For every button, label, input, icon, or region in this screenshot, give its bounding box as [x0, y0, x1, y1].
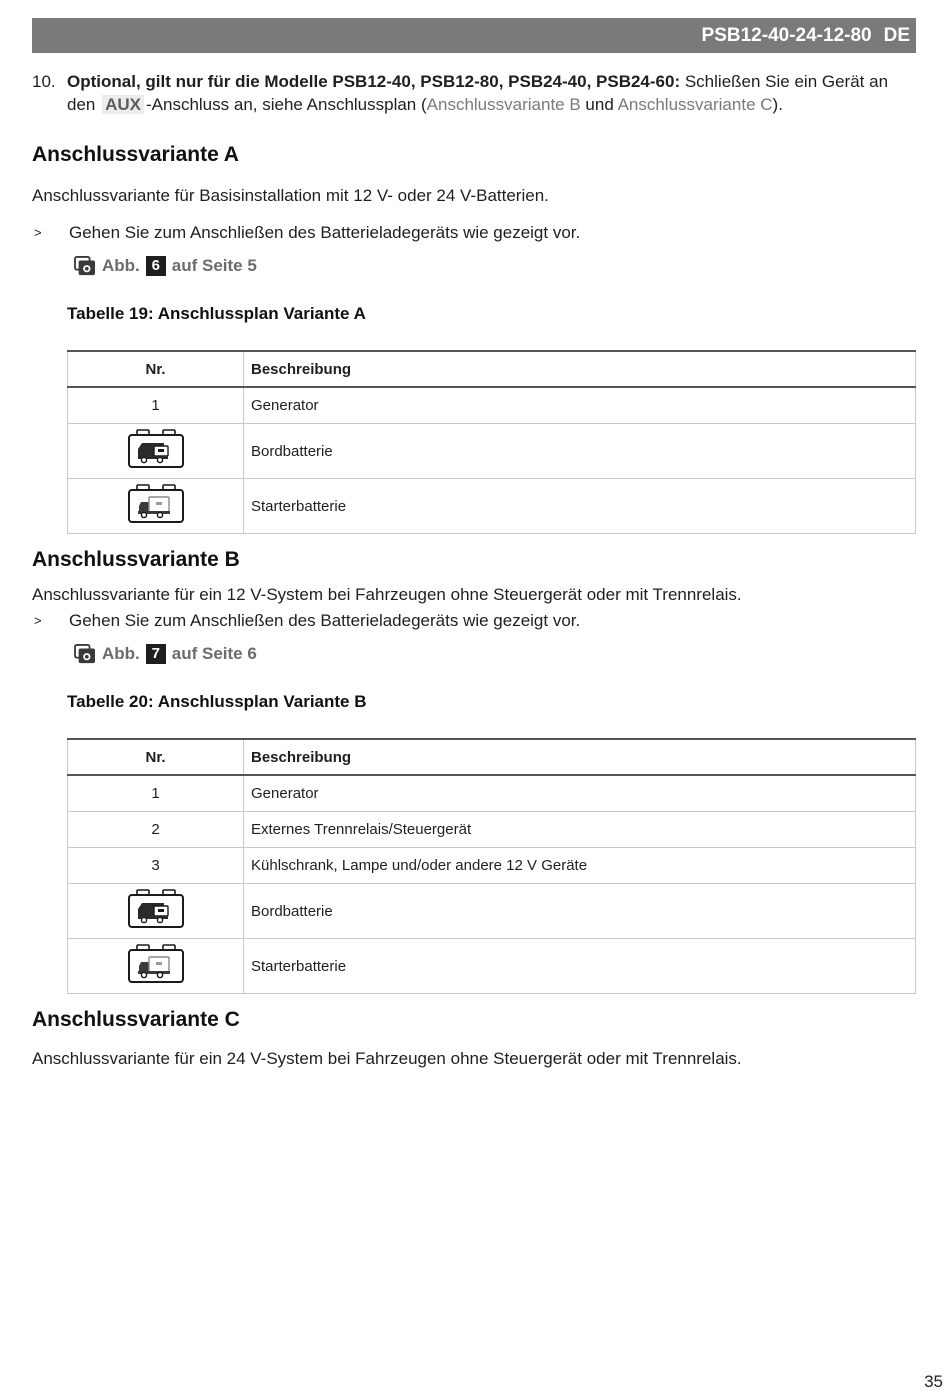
- language-code: DE: [883, 24, 910, 46]
- step-bold: Optional, gilt nur für die Modelle PSB12-40, PSB12-80, PSB24-40, PSB24-60:: [67, 72, 681, 91]
- row-nr: 1: [68, 387, 244, 424]
- column-header-nr: Nr.: [68, 351, 244, 387]
- bordbatterie-icon: [127, 429, 185, 469]
- aux-label: AUX: [102, 95, 144, 114]
- variant-c-description: Anschlussvariante für ein 24 V-System bei Fahrzeugen ohne Steuergerät oder mit Trennrelais.: [32, 1049, 742, 1068]
- figure-number: 6: [146, 256, 166, 276]
- row-desc: Bordbatterie: [244, 884, 916, 939]
- figure-ref-6[interactable]: [74, 254, 916, 278]
- page-content: [32, 70, 916, 1070]
- table-row: [68, 387, 916, 424]
- table-19: [67, 350, 916, 534]
- bullet-marker: >: [34, 225, 42, 240]
- instruction-text: Gehen Sie zum Anschließen des Batterieladegeräts wie gezeigt vor.: [69, 611, 581, 630]
- table-20: [67, 738, 916, 994]
- variant-b-description: Anschlussvariante für ein 12 V-System bei Fahrzeugen ohne Steuergerät oder mit Trennrelais.: [32, 585, 742, 604]
- column-header-beschreibung: Beschreibung: [244, 739, 916, 775]
- row-nr: 1: [68, 775, 244, 812]
- row-nr: 3: [68, 848, 244, 884]
- page-header: [32, 18, 916, 53]
- variant-b-instruction: [32, 609, 916, 632]
- figure-abb: Abb.: [102, 644, 140, 663]
- figure-ref-7[interactable]: [74, 642, 916, 666]
- camera-icon: [74, 644, 96, 664]
- bordbatterie-icon: [127, 889, 185, 929]
- model-name: PSB12-40-24-12-80: [701, 24, 872, 46]
- heading-variant-b: Anschlussvariante B: [32, 548, 240, 571]
- figure-page: auf Seite 6: [171, 644, 257, 663]
- table-row: [68, 479, 916, 534]
- table-row: [68, 939, 916, 994]
- row-desc: Externes Trennrelais/Steuergerät: [244, 812, 916, 848]
- row-desc: Bordbatterie: [244, 424, 916, 479]
- figure-abb: Abb.: [102, 256, 140, 275]
- step-text-2: -Anschluss an, siehe Anschlussplan (: [146, 95, 427, 114]
- step-end: ).: [772, 95, 783, 114]
- link-variant-b[interactable]: Anschlussvariante B: [426, 95, 581, 114]
- row-desc: Generator: [244, 775, 916, 812]
- column-header-nr: Nr.: [68, 739, 244, 775]
- page-number: 35: [924, 1372, 943, 1391]
- row-desc: Generator: [244, 387, 916, 424]
- bullet-marker: >: [34, 613, 42, 628]
- step-10: [32, 70, 916, 116]
- table-19-title: Tabelle 19: Anschlussplan Variante A: [67, 304, 366, 323]
- step-number: 10.: [32, 72, 56, 91]
- heading-variant-c: Anschlussvariante C: [32, 1008, 240, 1031]
- variant-a-instruction: [32, 221, 916, 244]
- camera-icon: [74, 256, 96, 276]
- link-variant-c[interactable]: Anschlussvariante C: [617, 95, 773, 114]
- row-desc: Kühlschrank, Lampe und/oder andere 12 V Geräte: [244, 848, 916, 884]
- heading-variant-a: Anschlussvariante A: [32, 143, 239, 166]
- table-row: [68, 775, 916, 812]
- table-row: [68, 424, 916, 479]
- table-20-title: Tabelle 20: Anschlussplan Variante B: [67, 692, 367, 711]
- variant-a-description: Anschlussvariante für Basisinstallation mit 12 V- oder 24 V-Batterien.: [32, 186, 549, 205]
- figure-page: auf Seite 5: [171, 256, 257, 275]
- instruction-text: Gehen Sie zum Anschließen des Batterieladegeräts wie gezeigt vor.: [69, 223, 581, 242]
- figure-number: 7: [146, 644, 166, 664]
- table-row: [68, 884, 916, 939]
- starterbatterie-icon: [127, 484, 185, 524]
- row-desc: Starterbatterie: [244, 939, 916, 994]
- table-row: [68, 848, 916, 884]
- column-header-beschreibung: Beschreibung: [244, 351, 916, 387]
- row-nr: 2: [68, 812, 244, 848]
- step-and: und: [580, 95, 618, 114]
- starterbatterie-icon: [127, 944, 185, 984]
- table-row: [68, 812, 916, 848]
- step-text: [67, 70, 916, 116]
- step-text-1: Schließen Sie ein Gerät an den: [67, 72, 889, 114]
- row-desc: Starterbatterie: [244, 479, 916, 534]
